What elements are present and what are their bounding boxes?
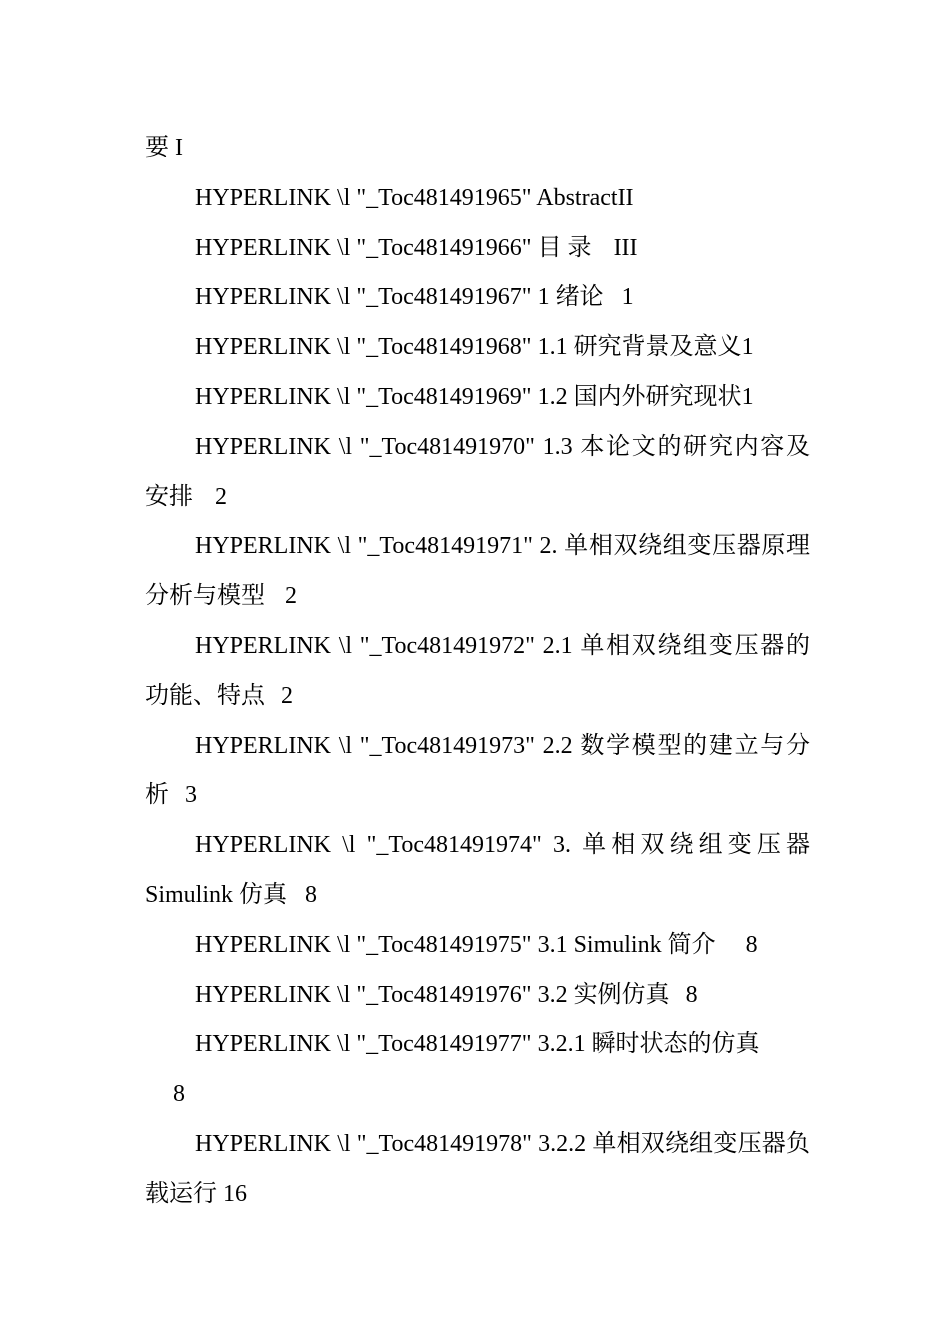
entry-title: 2. 单相双绕组变压器原理分析与模型	[145, 533, 811, 610]
toc-entry[interactable]	[145, 423, 810, 523]
entry-page: III	[613, 234, 638, 261]
field-code: HYPERLINK \l "_Toc481491965"	[195, 184, 532, 211]
field-code: HYPERLINK \l "_Toc481491970"	[195, 433, 535, 460]
entry-title: 3.2 实例仿真	[537, 981, 670, 1008]
toc-entry[interactable]	[145, 722, 810, 822]
entry-page: 2	[281, 682, 293, 709]
toc-entry[interactable]	[145, 224, 810, 274]
entry-title: 1.3 本论文的研究内容及安排	[145, 433, 810, 510]
toc-entry[interactable]	[145, 174, 810, 224]
toc-entry[interactable]	[145, 821, 810, 921]
entry-page: 16	[223, 1180, 247, 1207]
toc-entry[interactable]	[145, 323, 810, 373]
entry-page: 1	[741, 334, 754, 361]
toc-first-line: 要 I	[145, 135, 183, 161]
entry-page: 8	[173, 1081, 185, 1108]
field-code: HYPERLINK \l "_Toc481491966"	[195, 234, 532, 261]
toc-page	[145, 124, 810, 1220]
entry-title: 1.1 研究背景及意义	[537, 334, 742, 361]
entry-title: 1 绪论	[537, 284, 604, 311]
toc-entry[interactable]	[145, 921, 810, 971]
entry-page: 2	[215, 483, 227, 510]
field-code: HYPERLINK \l "_Toc481491975"	[195, 931, 532, 958]
entry-title: 2.1 单相双绕组变压器的功能、特点	[145, 632, 810, 709]
entry-page: 8	[745, 931, 758, 958]
entry-page: 8	[305, 881, 318, 908]
entry-title: 目 录	[537, 234, 592, 261]
field-code: HYPERLINK \l "_Toc481491967"	[195, 284, 532, 311]
entry-title: 2.2 数学模型的建立与分析	[145, 732, 810, 809]
field-code: HYPERLINK \l "_Toc481491969"	[195, 383, 532, 410]
entry-page: 1	[741, 383, 754, 410]
entry-page: 2	[285, 583, 297, 610]
field-code: HYPERLINK \l "_Toc481491968"	[195, 334, 532, 361]
field-code: HYPERLINK \l "_Toc481491977"	[195, 1031, 532, 1058]
field-code: HYPERLINK \l "_Toc481491976"	[195, 981, 532, 1008]
toc-entry[interactable]	[145, 373, 810, 423]
entry-title: 3.2.2 单相双绕组变压器负载运行	[145, 1130, 810, 1207]
toc-entry[interactable]	[145, 971, 810, 1021]
toc-entry[interactable]	[145, 273, 810, 323]
field-code: HYPERLINK \l "_Toc481491971"	[195, 533, 533, 560]
entry-title: 1.2 国内外研究现状	[537, 383, 742, 410]
toc-entry[interactable]	[145, 622, 810, 722]
entry-title: 3.1 Simulink 简介	[537, 931, 716, 958]
entry-page: 1	[621, 284, 634, 311]
entry-title: Abstract	[536, 184, 618, 211]
toc-entry[interactable]	[145, 522, 810, 622]
toc-entry[interactable]	[145, 1120, 810, 1220]
entry-page: 8	[685, 981, 698, 1008]
entry-title: 3. 单相双绕组变压器Simulink 仿真	[145, 832, 811, 908]
field-code: HYPERLINK \l "_Toc481491978"	[195, 1130, 532, 1157]
entry-title: 3.2.1 瞬时状态的仿真	[537, 1031, 760, 1058]
entry-page: 3	[185, 782, 197, 809]
field-code: HYPERLINK \l "_Toc481491973"	[195, 732, 535, 759]
entry-page: II	[617, 184, 634, 211]
field-code: HYPERLINK \l "_Toc481491972"	[195, 632, 535, 659]
field-code: HYPERLINK \l "_Toc481491974"	[195, 832, 542, 859]
toc-entry[interactable]	[145, 1020, 810, 1120]
